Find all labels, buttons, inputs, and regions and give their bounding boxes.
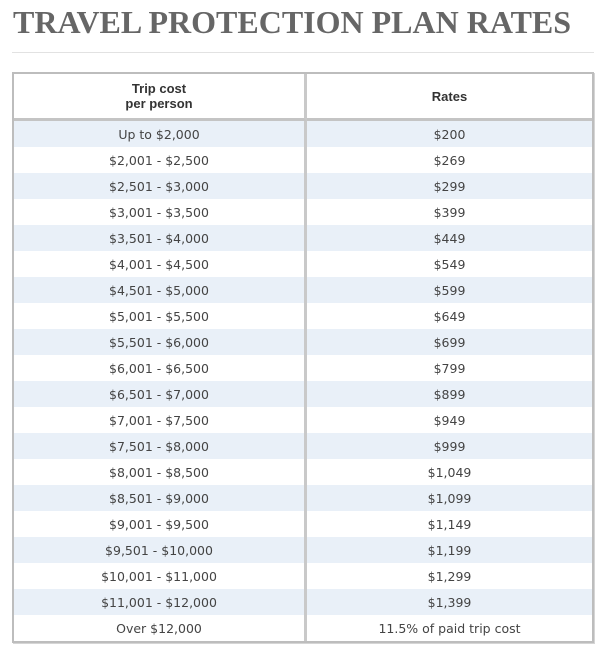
rate-cell: $799 — [433, 360, 466, 376]
rate-cell: $999 — [307, 433, 592, 459]
table-row — [14, 589, 592, 615]
rate-cell: $699 — [307, 329, 592, 355]
table-row — [14, 303, 592, 329]
rate-cell: 11.5% of paid trip cost — [378, 620, 521, 636]
rate-cell: $1,149 — [427, 516, 472, 532]
rate-cell: $399 — [433, 204, 466, 220]
table-row — [14, 563, 592, 589]
trip-cost-cell: $2,001 - $2,500 — [14, 147, 307, 173]
trip-cost-cell: $8,001 - $8,500 — [14, 459, 307, 485]
table-row — [14, 173, 592, 199]
trip-cost-cell: $7,001 - $7,500 — [14, 407, 307, 433]
rate-cell: $200 — [307, 121, 592, 147]
trip-cost-cell: $8,501 - $9,000 — [14, 485, 307, 511]
table-row — [14, 615, 592, 641]
table-row — [14, 329, 592, 355]
rate-cell: $1,099 — [307, 485, 592, 511]
header-trip-cost-line2: per person — [125, 96, 193, 111]
trip-cost-cell: $11,001 - $12,000 — [14, 589, 307, 615]
table-row — [14, 485, 592, 511]
rate-cell: $1,199 — [307, 537, 592, 563]
trip-cost-cell: $6,001 - $6,500 — [14, 355, 307, 381]
trip-cost-cell: $10,001 - $11,000 — [14, 563, 307, 589]
table-row — [14, 147, 592, 173]
table-row — [14, 407, 592, 433]
rate-cell: $599 — [307, 277, 592, 303]
trip-cost-cell: $4,001 - $4,500 — [14, 251, 307, 277]
header-trip-cost-line1: Trip cost — [131, 81, 187, 96]
trip-cost-cell: $5,001 - $5,500 — [14, 303, 307, 329]
trip-cost-cell: $3,501 - $4,000 — [14, 225, 307, 251]
trip-cost-cell: $9,001 - $9,500 — [14, 511, 307, 537]
trip-cost-cell: Over $12,000 — [14, 615, 307, 641]
rate-cell: $949 — [433, 412, 466, 428]
rate-cell: $1,049 — [427, 464, 472, 480]
table-row — [14, 381, 592, 407]
rate-cell: $299 — [307, 173, 592, 199]
rate-cell: $269 — [433, 152, 466, 168]
table-row — [14, 511, 592, 537]
table-header-row — [14, 74, 592, 121]
trip-cost-cell: $5,501 - $6,000 — [14, 329, 307, 355]
rate-cell: $649 — [433, 308, 466, 324]
page-title: TRAVEL PROTECTION PLAN RATES — [13, 4, 572, 40]
trip-cost-cell: $4,501 - $5,000 — [14, 277, 307, 303]
table-row — [14, 225, 592, 251]
header-trip-cost — [14, 74, 307, 121]
rate-cell: $449 — [307, 225, 592, 251]
table-row — [14, 459, 592, 485]
rates-table — [12, 72, 594, 643]
table-row — [14, 251, 592, 277]
table-row — [14, 433, 592, 459]
rate-cell: $549 — [433, 256, 466, 272]
table-row — [14, 199, 592, 225]
trip-cost-cell: Up to $2,000 — [14, 121, 307, 147]
table-row — [14, 277, 592, 303]
table-row — [14, 537, 592, 563]
trip-cost-cell: $3,001 - $3,500 — [14, 199, 307, 225]
table-row — [14, 355, 592, 381]
trip-cost-cell: $2,501 - $3,000 — [14, 173, 307, 199]
trip-cost-cell: $9,501 - $10,000 — [14, 537, 307, 563]
table-row — [14, 121, 592, 147]
rate-cell: $1,399 — [307, 589, 592, 615]
trip-cost-cell: $6,501 - $7,000 — [14, 381, 307, 407]
rate-cell: $1,299 — [427, 568, 472, 584]
divider — [12, 52, 594, 53]
trip-cost-cell: $7,501 - $8,000 — [14, 433, 307, 459]
header-rates: Rates — [307, 74, 592, 121]
rate-cell: $899 — [307, 381, 592, 407]
